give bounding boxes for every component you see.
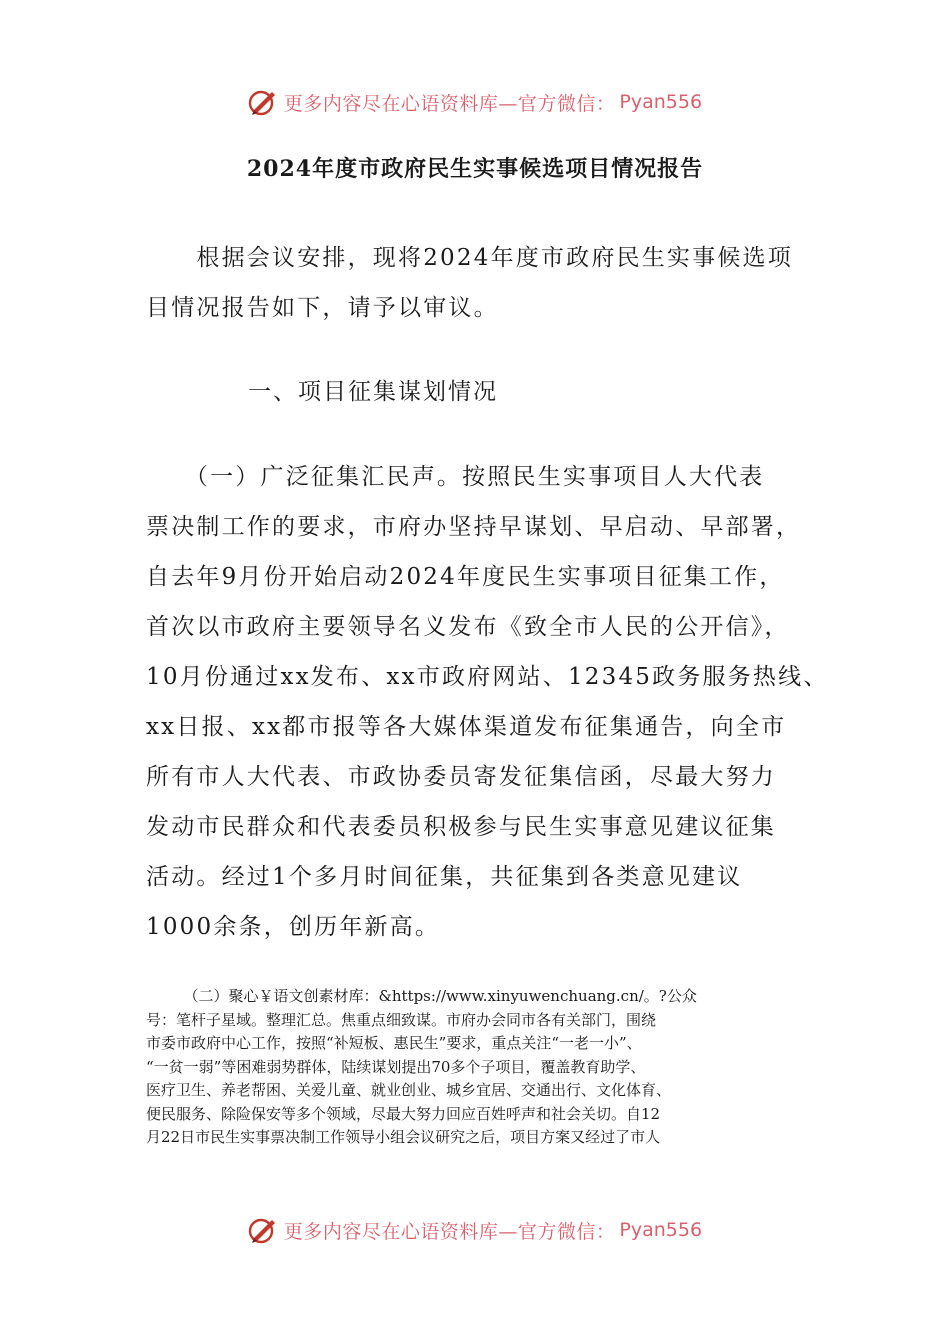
- text-line: 所有市人大代表、市政协委员寄发征集信函，尽最大努力: [146, 764, 776, 790]
- section-heading-1: 一、项目征集谋划情况: [198, 379, 498, 405]
- banner-text: 更多内容尽在心语资料库—官方微信：: [283, 1220, 616, 1243]
- text-line: 1000余条，创历年新高。: [146, 914, 441, 940]
- text-line: 票决制工作的要求，市府办坚持早谋划、早启动、早部署，: [146, 514, 802, 540]
- footer-banner: [0, 1210, 950, 1250]
- header-banner: [0, 82, 950, 122]
- text-line: 目情况报告如下，请予以审议。: [146, 295, 499, 321]
- text-line: 活动。经过1个多月时间征集，共征集到各类意见建议: [146, 864, 743, 890]
- text-line: “一贫一弱”等困难弱势群体，陆续谋划提出70多个子项目，覆盖教育助学、: [146, 1057, 646, 1076]
- banner-text: 更多内容尽在心语资料库—官方微信：: [283, 92, 616, 115]
- text-line: 发动市民群众和代表委员积极参与民生实事意见建议征集: [146, 814, 776, 840]
- text-line: （一）广泛征集汇民声。按照民生实事项目人大代表: [146, 464, 765, 490]
- text-line: 根据会议安排，现将2024年度市政府民生实事候选项: [146, 245, 793, 271]
- text-line: 医疗卫生、养老帮困、关爱儿童、就业创业、城乡宜居、交通出行、文化体育、: [146, 1081, 672, 1099]
- paragraph-focus-planning: [146, 985, 826, 1150]
- text-line: 号：笔杆子星域。整理汇总。焦重点细致谋。市府办会同市各有关部门，围绕: [146, 1010, 657, 1029]
- intro-paragraph: [146, 233, 826, 333]
- banner-wechat-id: Pyan556: [619, 91, 703, 113]
- text-line: 10月份通过xx发布、xx市政府网站、12345政务服务热线、: [146, 664, 829, 690]
- pen-circle-logo-icon: [248, 87, 278, 117]
- text-line: 首次以市政府主要领导名义发布《致全市人民的公开信》，: [146, 614, 790, 640]
- document-title: 2024年度市政府民生实事候选项目情况报告: [246, 156, 704, 182]
- banner-wechat-id: Pyan556: [619, 1219, 703, 1241]
- text-line: 自去年9月份开始启动2024年度民生实事项目征集工作，: [146, 564, 785, 590]
- text-line: 月22日市民生实事票决制工作领导小组会议研究之后，项目方案又经过了市人: [146, 1128, 661, 1146]
- text-line: xx日报、xx都市报等各大媒体渠道发布征集通告，向全市: [146, 714, 787, 740]
- text-line: 市委市政府中心工作，按照“补短板、惠民生”要求，重点关注“一老一小”、: [146, 1034, 642, 1052]
- text-line: （二）聚心￥语文创素材库：&https://www.xinyuwenchuang.cn/。?公众: [146, 987, 697, 1005]
- pen-circle-logo-icon: [248, 1215, 278, 1245]
- paragraph-collect-opinions: [146, 452, 829, 952]
- text-line: 便民服务、除险保安等多个领域，尽最大努力回应百姓呼声和社会关切。自12: [146, 1104, 661, 1123]
